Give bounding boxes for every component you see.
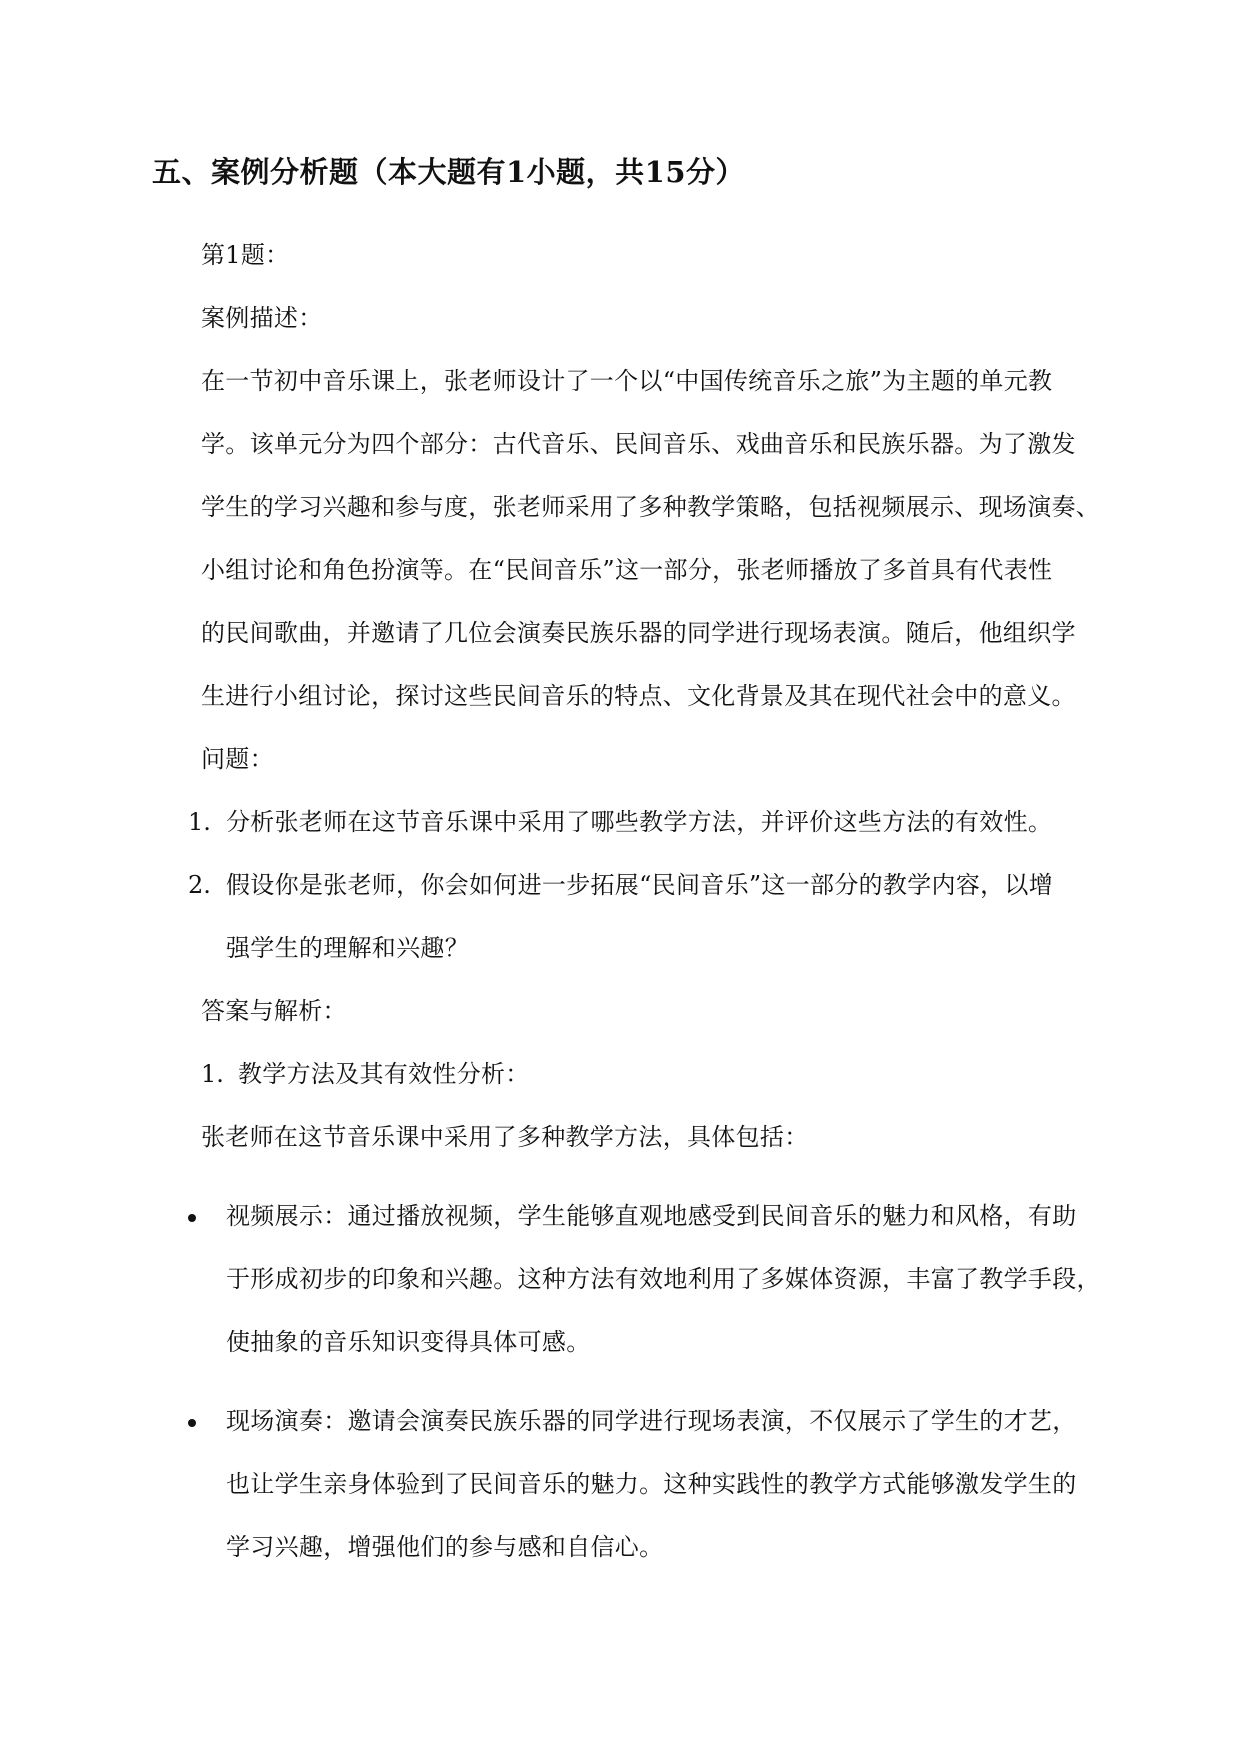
bullet-1-text: 于形成初步的印象和兴趣。这种方法有效地利用了多媒体资源，丰富了教学手段， [226,1265,1101,1293]
answer-label: 答案与解析： [201,997,347,1025]
problem-2-marker: 2. [188,871,211,899]
answer-intro: 张老师在这节音乐课中采用了多种教学方法，具体包括： [201,1123,809,1151]
answer-sub-marker: 1. [201,1060,224,1088]
problems-label: 问题： [201,745,274,773]
bullet-2-text: 也让学生亲身体验到了民间音乐的魅力。这种实践性的教学方式能够激发学生的 [226,1470,1077,1498]
case-paragraph-line: 小组讨论和角色扮演等。在“民间音乐”这一部分，张老师播放了多首具有代表性 [201,556,1053,584]
bullet-1-text: 使抽象的音乐知识变得具体可感。 [226,1328,591,1356]
problem-1-text: 分析张老师在这节音乐课中采用了哪些教学方法，并评价这些方法的有效性。 [226,808,1053,836]
question-number-label: 第1题： [201,241,290,269]
case-paragraph-line: 学。该单元分为四个部分：古代音乐、民间音乐、戏曲音乐和民族乐器。为了激发 [201,430,1076,458]
case-paragraph-line: 学生的学习兴趣和参与度，张老师采用了多种教学策略，包括视频展示、现场演奏、 [201,493,1101,521]
case-paragraph-line: 在一节初中音乐课上，张老师设计了一个以“中国传统音乐之旅”为主题的单元教 [201,367,1053,395]
case-paragraph-line: 生进行小组讨论，探讨这些民间音乐的特点、文化背景及其在现代社会中的意义。 [201,682,1076,710]
section-heading: 五、案例分析题（本大题有1小题，共15分） [152,155,746,189]
case-paragraph-line: 的民间歌曲，并邀请了几位会演奏民族乐器的同学进行现场表演。随后，他组织学 [201,619,1076,647]
problem-2-text: 假设你是张老师，你会如何进一步拓展“民间音乐”这一部分的教学内容，以增 [226,871,1054,899]
case-description-label: 案例描述： [201,304,323,332]
problem-1-marker: 1. [188,808,211,836]
bullet-2-text: 学习兴趣，增强他们的参与感和自信心。 [226,1533,664,1561]
bullet-icon [188,1419,196,1427]
problem-2-text: 强学生的理解和兴趣？ [226,934,469,962]
bullet-icon [188,1214,196,1222]
answer-sub-title: 教学方法及其有效性分析： [238,1060,530,1088]
bullet-1-text: 视频展示：通过播放视频，学生能够直观地感受到民间音乐的魅力和风格，有助 [226,1202,1077,1230]
bullet-2-text: 现场演奏：邀请会演奏民族乐器的同学进行现场表演，不仅展示了学生的才艺， [226,1407,1077,1435]
